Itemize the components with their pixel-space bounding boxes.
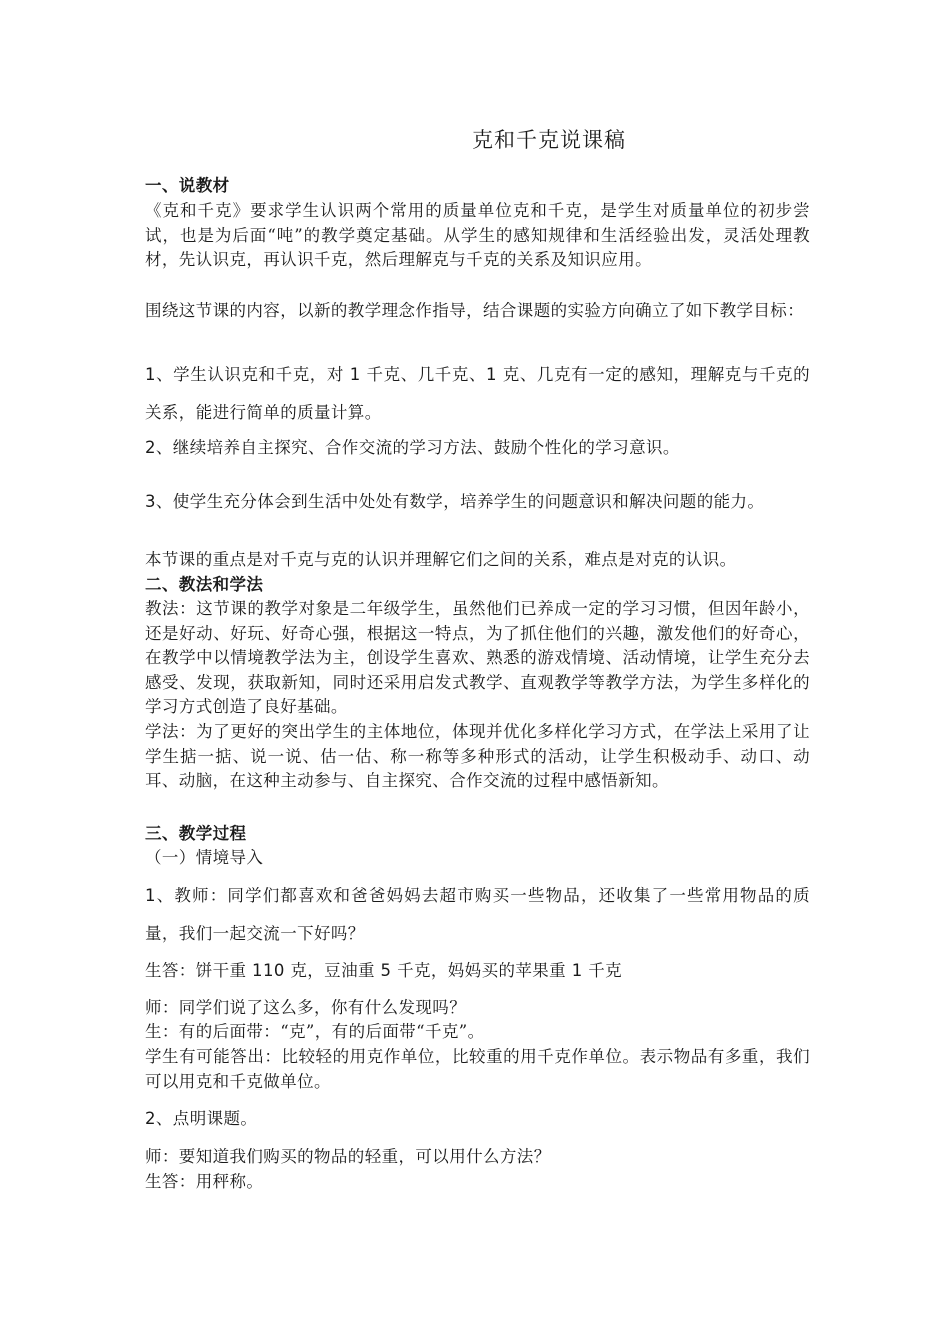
document-title: 克和千克说课稿 <box>472 128 626 152</box>
student-answer-1: 生答：饼干重 110 克，豆油重 5 千克，妈妈买的苹果重 1 千克 <box>145 961 623 980</box>
goal-item-3: 3、使学生充分体会到生活中处处有数学，培养学生的问题意识和解决问题的能力。 <box>145 492 765 511</box>
process-item-2: 2、点明课题。 <box>145 1109 258 1128</box>
paragraph-teaching-method: 教法：这节课的教学对象是二年级学生，虽然他们已养成一定的学习习惯，但因年龄小，还是好动、好玩、好奇心强，根据这一特点，为了抓住他们的兴趣，激发他们的好奇心，在教学中以情境教学法为主，创设学生喜欢、熟悉的游戏情境、活动情境，让学生充分去感受、发现，获取新知，同时还采用启发式教学、直观教学等教学方法，为学生多样化的学习方式创造了良好基础。 <box>145 599 810 716</box>
goal-item-1: 1、学生认识克和千克，对 1 千克、几千克、1 克、几克有一定的感知，理解克与千克的关系，能进行简单的质量计算。 <box>145 365 810 422</box>
section-heading-process: 三、教学过程 <box>145 824 247 843</box>
paragraph-textbook-intro: 《克和千克》要求学生认识两个常用的质量单位克和千克，是学生对质量单位的初步尝试，也是为后面“吨”的教学奠定基础。从学生的感知规律和生活经验出发，灵活处理教材，先认识克，再认识千克，然后理解克与千克的关系及知识应用。 <box>145 201 810 269</box>
goal-item-2: 2、继续培养自主探究、合作交流的学习方法、鼓励个性化的学习意识。 <box>145 438 680 457</box>
paragraph-key-points: 本节课的重点是对千克与克的认识并理解它们之间的关系，难点是对克的认识。 <box>145 550 737 569</box>
subsection-heading-introduction: （一）情境导入 <box>145 848 264 867</box>
student-line-2: 学生有可能答出：比较轻的用克作单位，比较重的用千克作单位。表示物品有多重，我们可以用克和千克做单位。 <box>145 1047 810 1091</box>
teacher-line-1: 师：同学们说了这么多，你有什么发现吗？ <box>145 998 467 1017</box>
student-line-3: 生答：用秤称。 <box>145 1172 264 1191</box>
paragraph-learning-method: 学法：为了更好的突出学生的主体地位，体现并优化多样化学习方式，在学法上采用了让学生掂一掂、说一说、估一估、称一称等多种形式的活动，让学生积极动手、动口、动耳、动脑，在这种主动参与、自主探究、合作交流的过程中感悟新知。 <box>145 722 810 790</box>
section-heading-methods: 二、教法和学法 <box>145 575 264 594</box>
section-heading-textbook: 一、说教材 <box>145 176 230 195</box>
process-item-1: 1、教师：同学们都喜欢和爸爸妈妈去超市购买一些物品，还收集了一些常用物品的质量，我们一起交流一下好吗？ <box>145 886 810 943</box>
teacher-line-2: 师：要知道我们购买的物品的轻重，可以用什么方法？ <box>145 1147 551 1166</box>
paragraph-teaching-goals-intro: 围绕这节课的内容，以新的教学理念作指导，结合课题的实验方向确立了如下教学目标： <box>145 301 805 320</box>
student-line-1: 生：有的后面带：“克”，有的后面带“千克”。 <box>145 1022 485 1041</box>
